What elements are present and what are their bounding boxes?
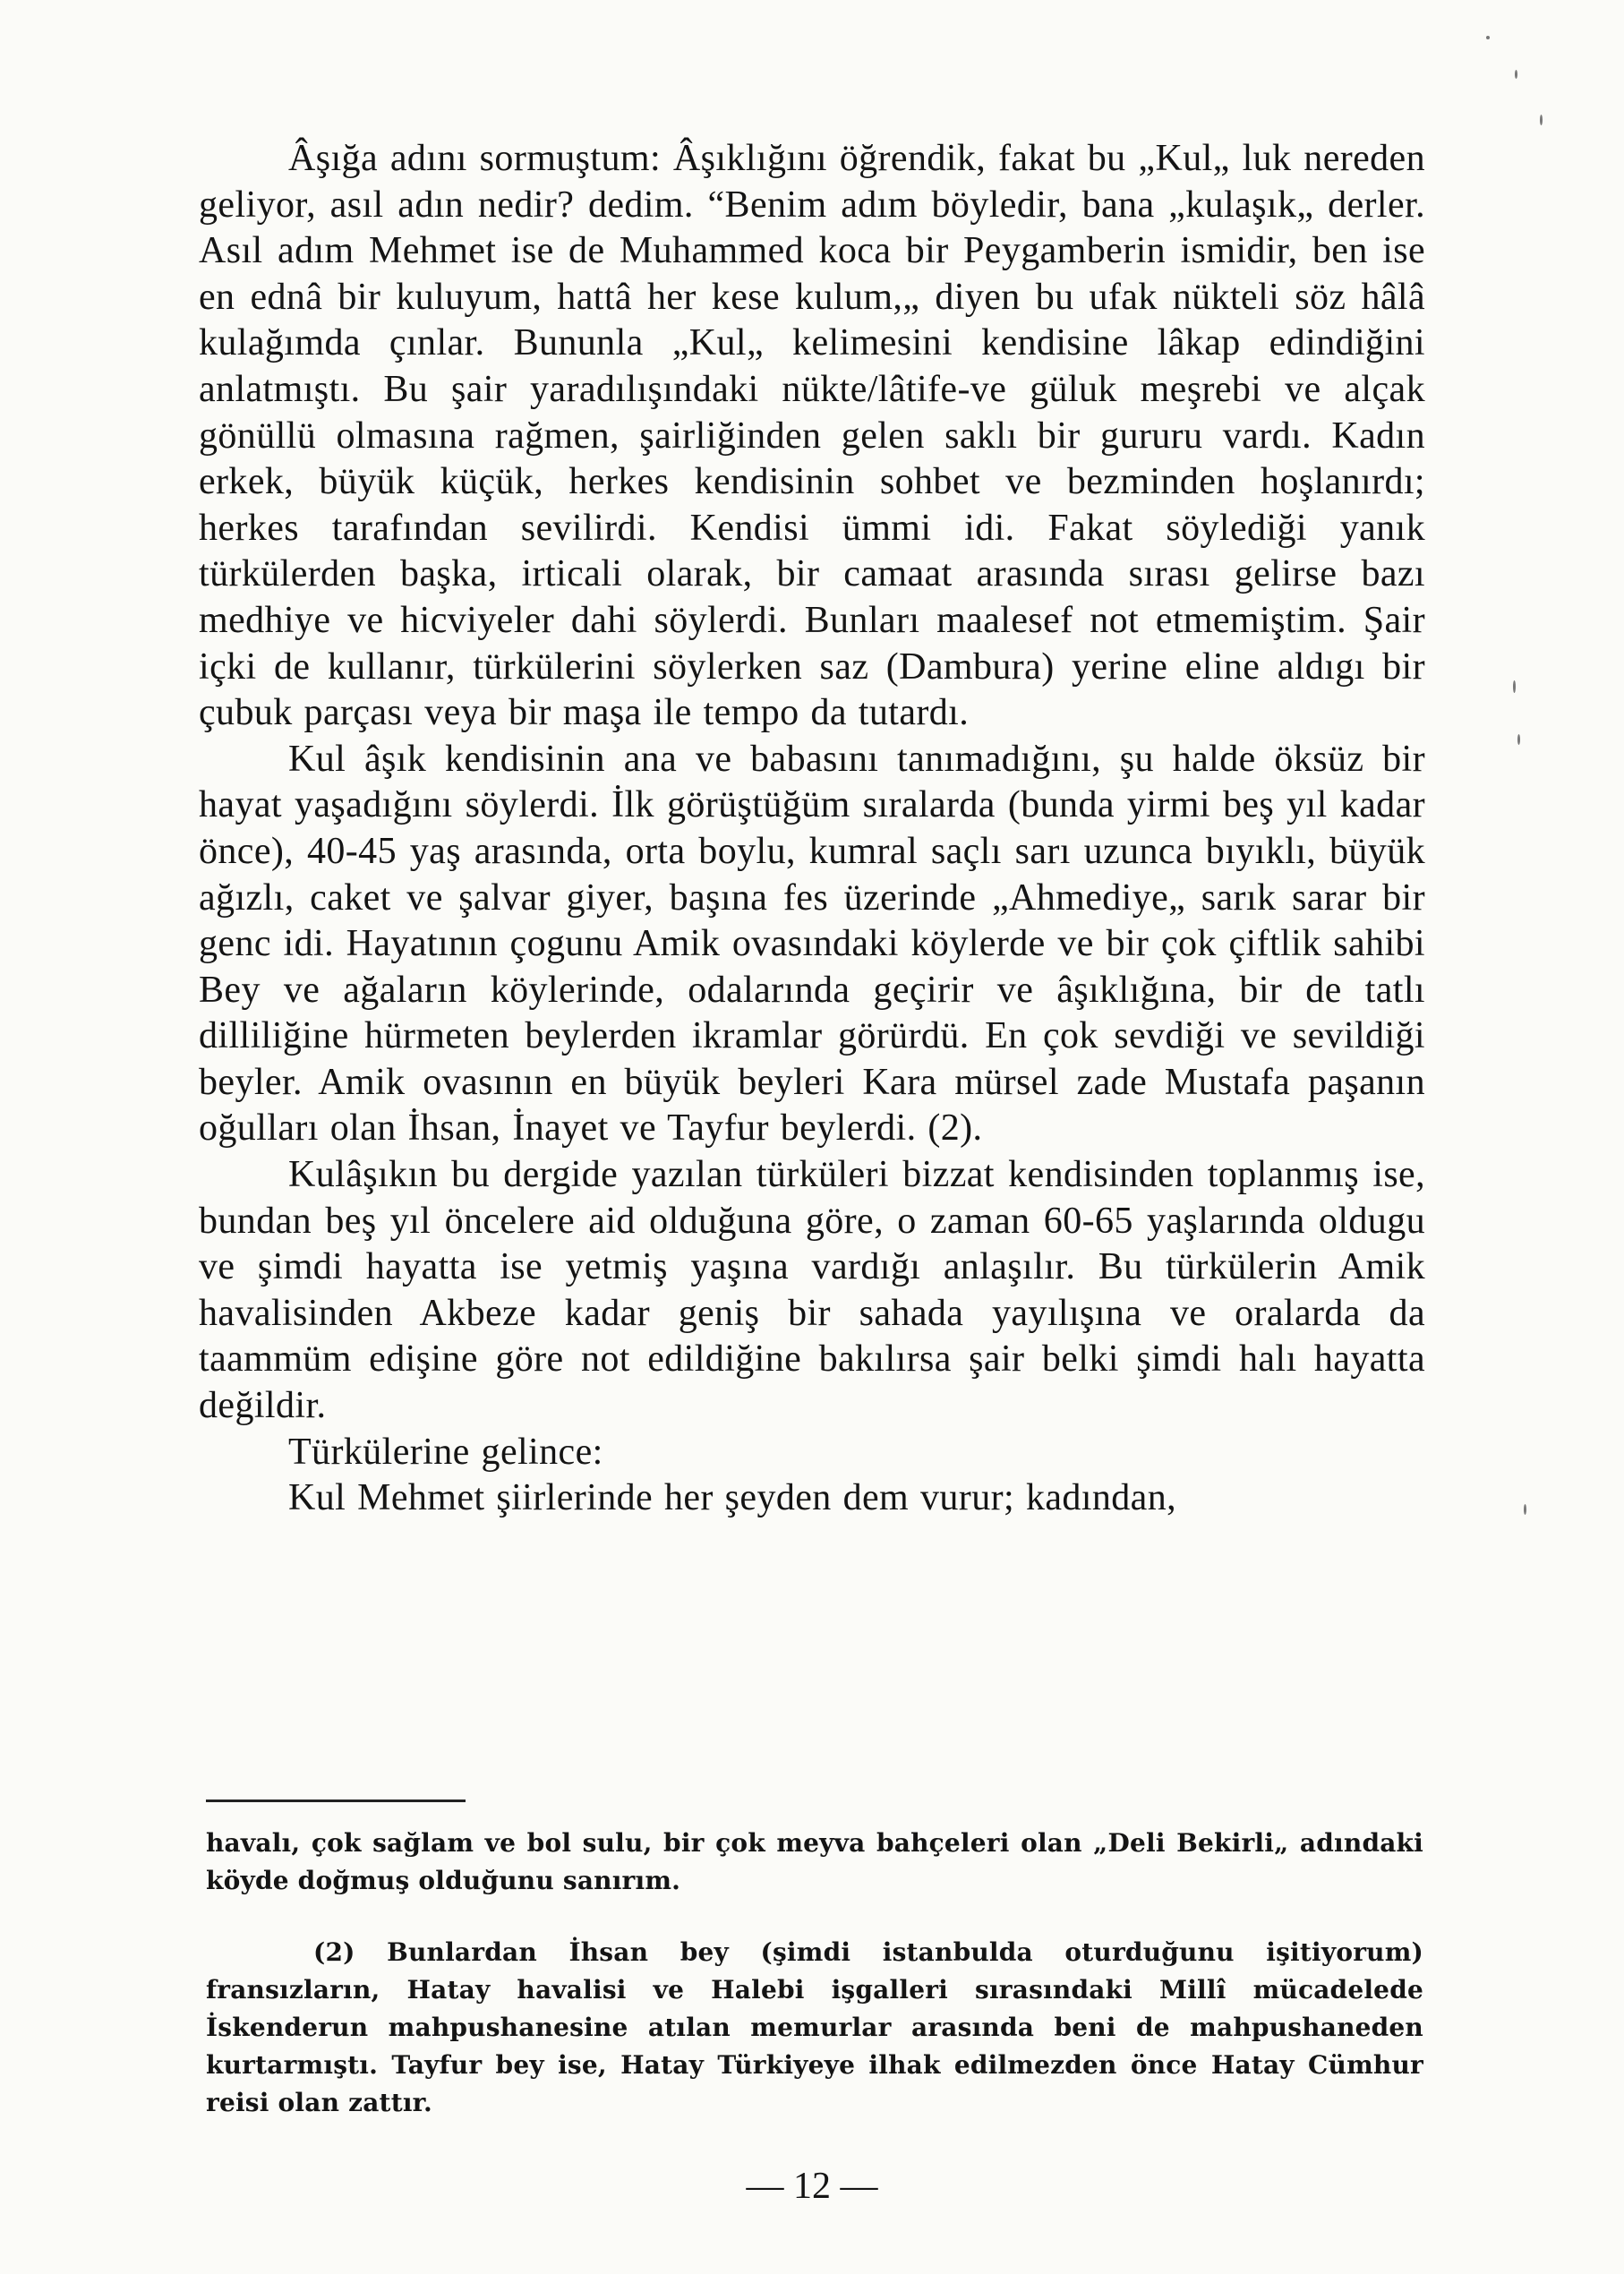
paragraph-2: Kul âşık kendisinin ana ve babasını tanımadığını, şu halde öksüz bir hayat yaşadığını söylerdi. İlk görüştüğüm sıralarda (bunda yirmi beş yıl kadar önce), 40-45 yaş arasında, orta boylu, kumral saçlı sarı uzunca bıyıklı, büyük ağızlı, caket ve şalvar giyer, başına fes üzerinde „Ahmediye„ sarık sarar bir genc idi. Hayatının çogunu Amik ovasındaki köylerde ve bir çok çiftlik sahibi Bey ve ağaların köylerinde, odalarında geçirir ve âşıklığına, bir de tatlı dilliliğine hürmeten beylerden ikramlar görürdü. En çok sevdiği ve sevildiği beyler. Amik ovasının en büyük beyleri Kara mürsel zade Mustafa paşanın oğulları olan İhsan, İnayet ve Tayfur beylerdi. (2). (199, 738, 1425, 1150)
scan-speck (1524, 1504, 1526, 1515)
footnote-continuation: havalı, çok sağlam ve bol sulu, bir çok meyva bahçeleri olan „Deli Bekirli„ adındaki köyde doğmuş olduğunu sanırım. (206, 1828, 1423, 1895)
scan-speck (1486, 36, 1490, 39)
body-text (199, 136, 1425, 1522)
paragraph-1: Âşığa adını sormuştum: Âşıklığını öğrendik, fakat bu „Kul„ luk nereden geliyor, asıl adın nedir? dedim. “Benim adım böyledir, bana „kulaşık„ derler. Asıl adım Mehmet ise de Muhammed koca bir Peygamberin ismidir, ben ise en ednâ bir kuluyum, hattâ her kese kulum,„ diyen bu ufak nükteli söz hâlâ kulağımda çınlar. Bununla „Kul„ kelimesini kendisine lâkap edindiğini anlatmıştı. Bu şair yaradılışındaki nükte/lâtife-ve güluk meşrebi ve alçak gönüllü olmasına rağmen, şairliğinden gelen saklı bir gururu vardı. Kadın erkek, büyük küçük, herkes kendisinin sohbet ve bezminden hoşlanırdı; herkes tarafından sevilirdi. Kendisi ümmi idi. Fakat söylediği yanık türkülerden başka, irticali olarak, bir camaat arasında sırası gelirse bazı medhiye ve hicviyeler dahi söylerdi. Bunları maalesef not etmemiştim. Şair içki de kullanır, türkülerini söylerken saz (Dambura) yerine eline aldıgı bir çubuk parçası veya bir maşa ile tempo da tutardı. (199, 138, 1425, 734)
footnote-divider (206, 1800, 466, 1802)
paragraph-4: Türkülerine gelince: (288, 1431, 603, 1473)
scan-speck (1517, 734, 1520, 745)
footnote-2: (2) Bunlardan İhsan bey (şimdi istanbulda oturduğunu işitiyorum) fransızların, Hatay havalisi ve Halebi işgalleri sırasındaki Millî mücadelede İskenderun mahpushanesine atılan memurlar arasında beni de mahpushaneden kurtarmıştı. Tayfur bey ise, Hatay Türkiyeye ilhak edilmezden önce Hatay Cümhur reisi olan zattır. (206, 1937, 1423, 2117)
footnotes (206, 1825, 1423, 2122)
paragraph-5: Kul Mehmet şiirlerinde her şeyden dem vurur; kadından, (288, 1477, 1177, 1519)
page-number: — 12 — (746, 2166, 878, 2207)
scan-speck (1513, 680, 1516, 693)
paragraph-3: Kulâşıkın bu dergide yazılan türküleri bizzat kendisinden toplanmış ise, bundan beş yıl öncelere aid olduğuna göre, o zaman 60-65 yaşlarında oldugu ve şimdi hayatta ise yetmiş yaşına vardığı anlaşılır. Bu türkülerin Amik havalisinden Akbeze kadar geniş bir sahada yayılışına ve oralarda da taammüm edişine göre not edildiğine bakılırsa şair belki şimdi halı hayatta değildir. (199, 1154, 1425, 1427)
scan-speck (1515, 70, 1517, 79)
scan-speck (1540, 115, 1543, 125)
